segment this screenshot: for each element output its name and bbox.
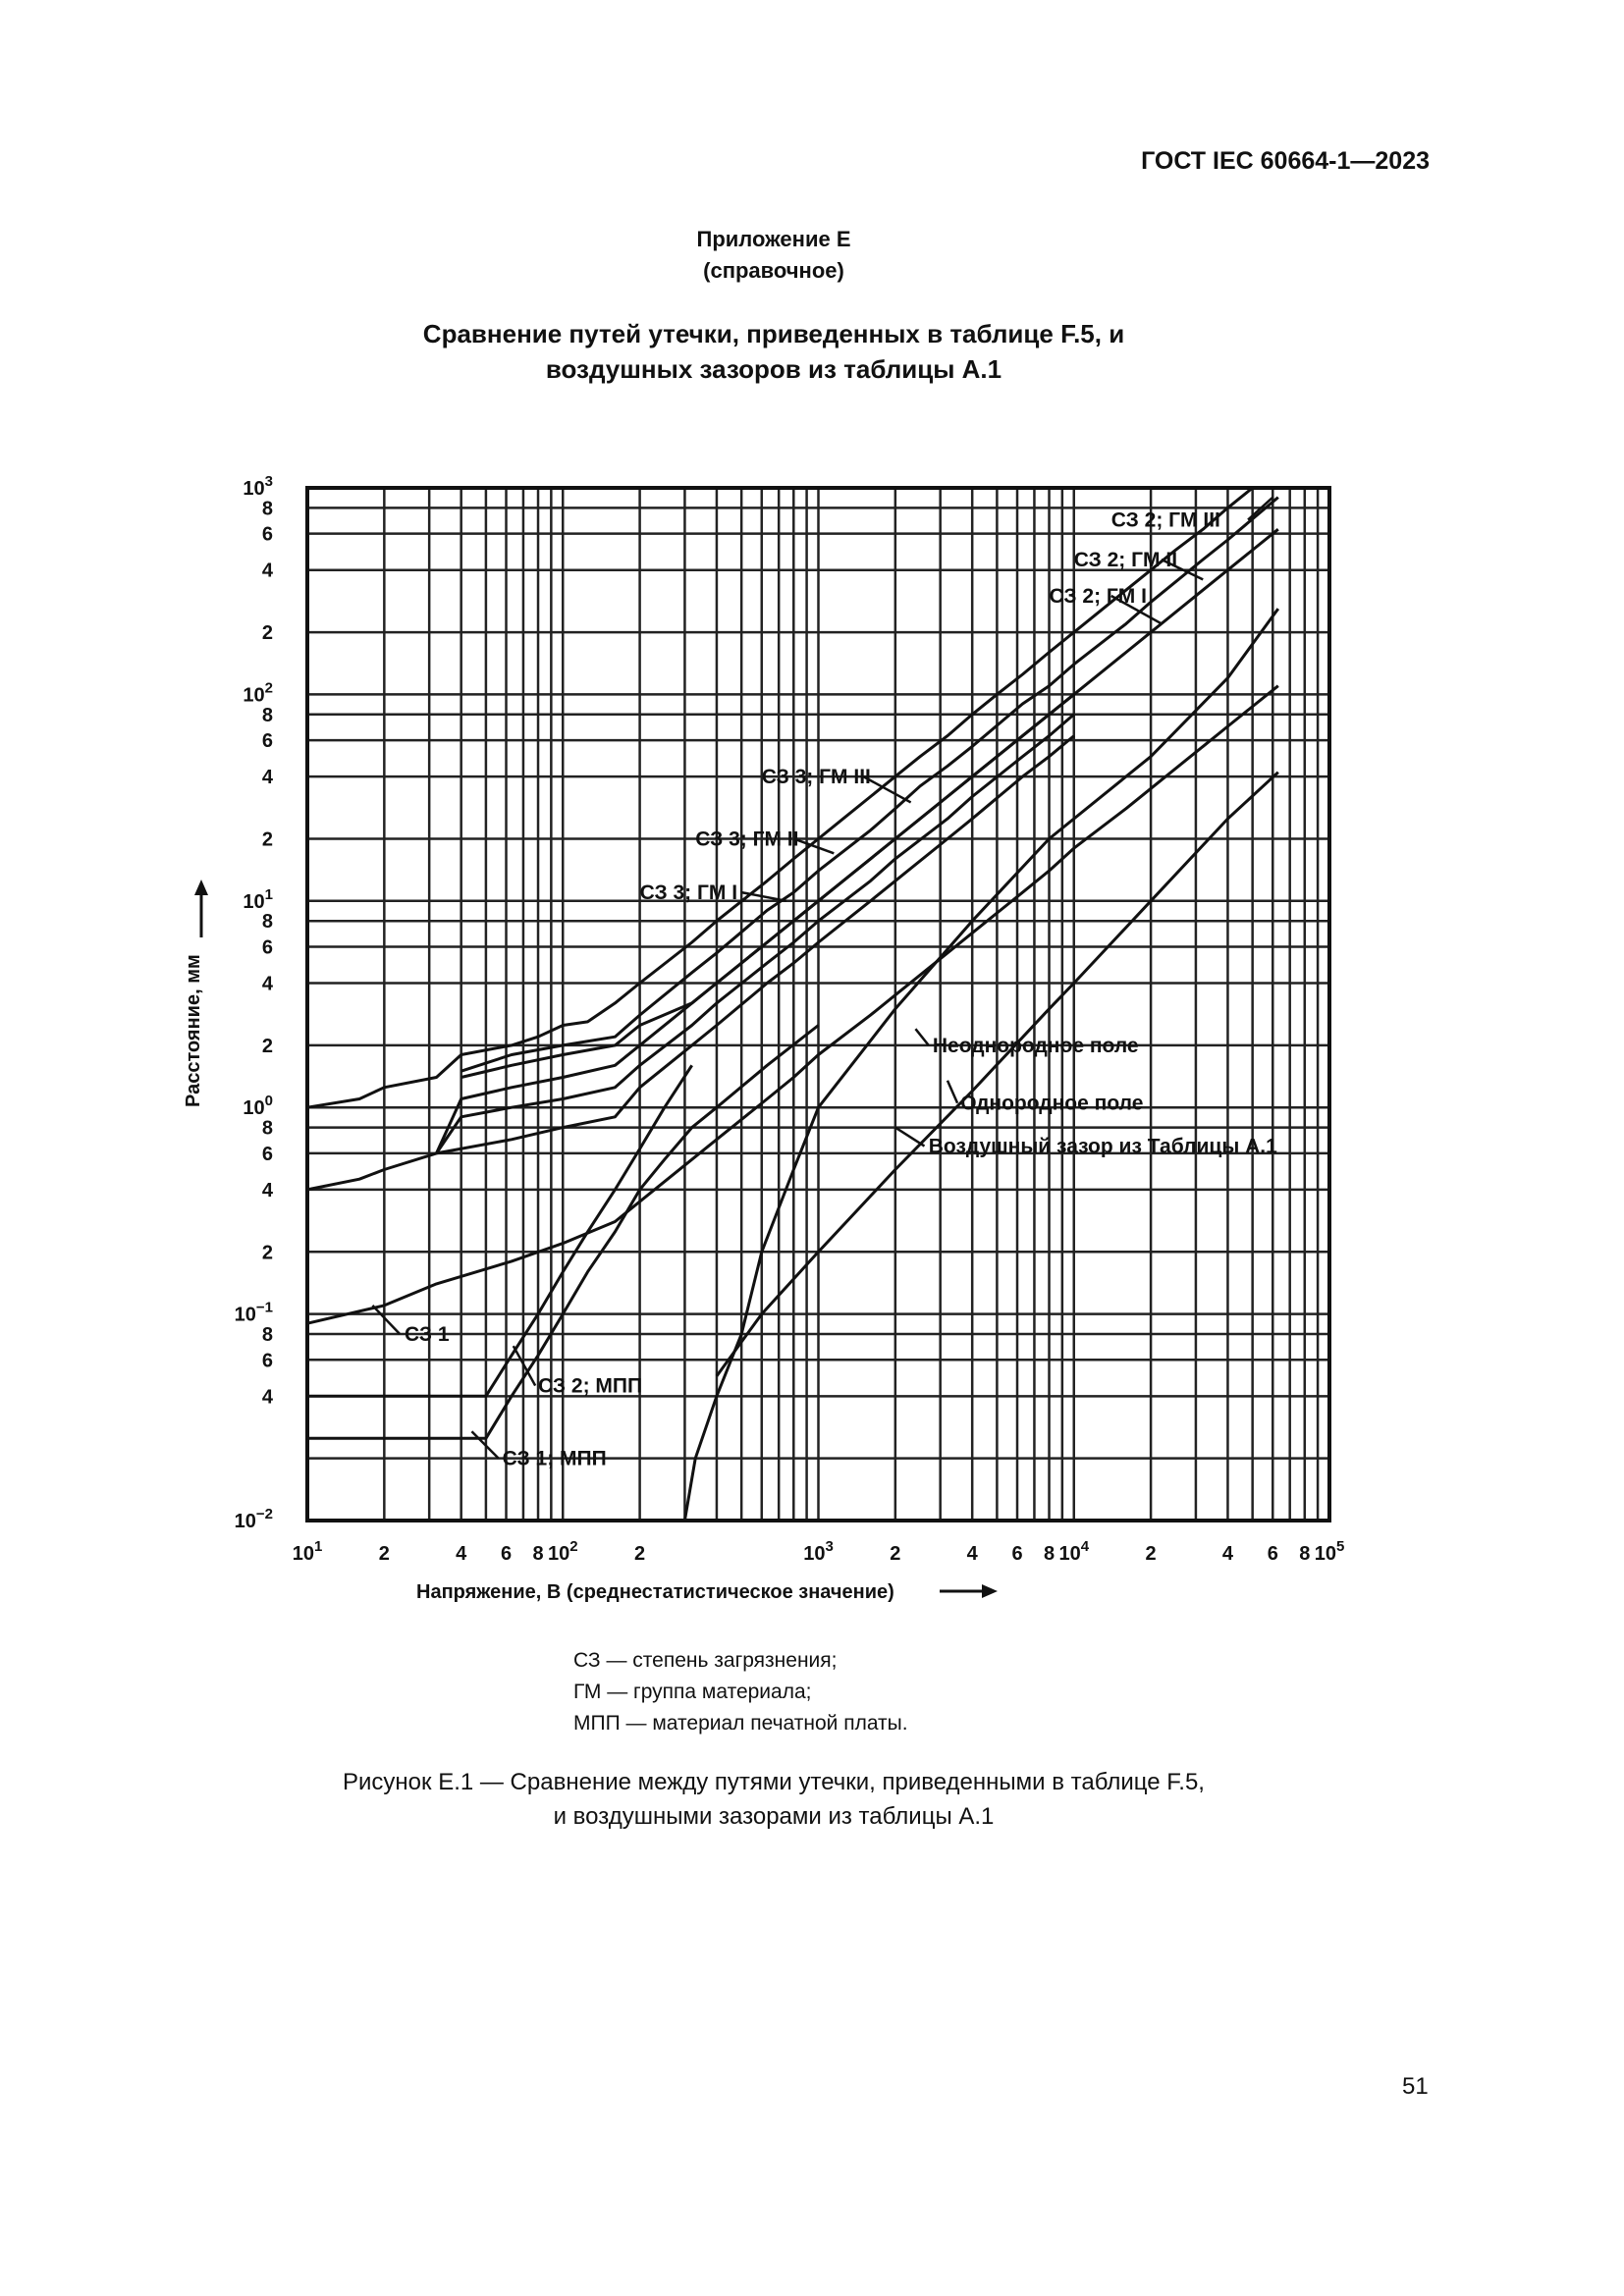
y-tick-label: 4 [261, 560, 273, 582]
series-label-4: СЗ 3; ГМ II [695, 828, 799, 851]
y-tick-label: 8 [261, 911, 273, 934]
caption-line2: и воздушными зазорами из таблицы А.1 [553, 1803, 995, 1830]
x-tick-label: $10^3$ [803, 1538, 834, 1565]
x-tick-label: $10^4$ [1058, 1538, 1090, 1565]
y-tick-label: $10^2$ [243, 679, 273, 707]
annex-title-line2: воздушных зазоров из таблицы А.1 [545, 354, 1002, 384]
chart-grid [307, 488, 1329, 1521]
x-tick-label: 6 [1011, 1543, 1023, 1565]
axis-labels [183, 880, 998, 1603]
y-tick-label: $10^{-1}$ [234, 1299, 273, 1326]
x-axis-arrowhead [982, 1584, 998, 1598]
y-tick-label: 6 [261, 1350, 273, 1372]
figure-caption [0, 1765, 1547, 1834]
caption-line1: Рисунок Е.1 — Сравнение между путями утечки, приведенными в таблице F.5, [343, 1769, 1205, 1795]
x-tick-label: 2 [634, 1543, 646, 1565]
x-tick-label: 6 [500, 1543, 513, 1565]
x-tick-label: 2 [890, 1543, 901, 1565]
x-tick-label: $10^2$ [547, 1538, 578, 1565]
x-tick-label: 4 [456, 1543, 467, 1565]
annex-kind: (справочное) [703, 258, 844, 283]
series-label-2: СЗ 2; ГМ I [1049, 585, 1147, 609]
note-sz: СЗ — степень загрязнения; [573, 1649, 838, 1672]
x-tick-label: 4 [966, 1543, 978, 1565]
series-label-7: Однородное поле [960, 1092, 1144, 1115]
y-tick-label: 8 [261, 498, 273, 520]
series-label-1: СЗ 2; ГМ II [1073, 548, 1178, 571]
y-tick-label: 6 [261, 1143, 273, 1165]
y-tick-label: 2 [261, 828, 273, 851]
callout-leader [947, 1081, 957, 1103]
x-tick-label: 8 [1043, 1543, 1056, 1565]
series-line-10 [307, 1065, 692, 1396]
x-axis-label: Напряжение, В (среднестатистическое значение) [416, 1581, 894, 1603]
y-tick-label: 8 [261, 1117, 273, 1140]
page-number: 51 [1402, 2073, 1429, 2100]
y-tick-label: $10^{-2}$ [234, 1506, 273, 1532]
x-tick-label: 8 [1299, 1543, 1311, 1565]
x-tick-label: 2 [378, 1543, 390, 1565]
note-mpp: МПП — материал печатной платы. [573, 1712, 908, 1735]
x-tick-label: 6 [1267, 1543, 1278, 1565]
series-label-5: СЗ 3; ГМ I [639, 881, 738, 905]
series-line-4 [437, 715, 1074, 1153]
abbreviation-notes [573, 1645, 908, 1739]
y-tick-label: 4 [261, 1179, 273, 1201]
y-tick-label: 8 [261, 704, 273, 726]
series-label-6: Неоднородное поле [932, 1034, 1139, 1057]
standard-number: ГОСТ IEC 60664-1—2023 [1141, 147, 1430, 175]
y-tick-label: 6 [261, 730, 273, 753]
y-tick-label: 8 [261, 1323, 273, 1346]
series-label-0: СЗ 2; ГМ III [1110, 508, 1220, 532]
series-label-10: СЗ 2; МПП [538, 1374, 643, 1398]
y-axis-arrowhead [194, 880, 208, 895]
callout-leader [895, 1128, 925, 1147]
y-tick-label: 2 [261, 1035, 273, 1057]
callout-leader [915, 1029, 928, 1045]
series-line-2 [461, 529, 1278, 1077]
x-tick-label: $10^1$ [292, 1538, 323, 1565]
x-tick-labels [293, 1538, 1345, 1565]
y-tick-label: 4 [261, 767, 273, 789]
y-tick-label: 6 [261, 523, 273, 546]
y-tick-labels [235, 473, 274, 1532]
note-gm: ГМ — группа материала; [573, 1681, 812, 1703]
annex-label: Приложение Е [696, 227, 851, 251]
annex-title-line1: Сравнение путей утечки, приведенных в таблице F.5, и [422, 319, 1125, 348]
x-tick-label: 2 [1145, 1543, 1157, 1565]
y-tick-label: $10^1$ [243, 885, 273, 913]
y-tick-label: $10^3$ [243, 473, 273, 500]
y-tick-label: 2 [261, 1242, 273, 1264]
series-label-8: Воздушный зазор из Таблицы А.1 [928, 1135, 1277, 1158]
series-label-9: СЗ 1 [404, 1322, 450, 1346]
y-axis-label: Расстояние, мм [183, 954, 204, 1107]
y-tick-label: $10^0$ [243, 1093, 273, 1120]
series-line-6 [684, 609, 1277, 1521]
x-tick-label: $10^5$ [1314, 1538, 1345, 1565]
series-label-3: СЗ 3; ГМ III [761, 766, 871, 789]
x-tick-label: 4 [1221, 1543, 1233, 1565]
series-label-11: СЗ 1; МПП [502, 1447, 607, 1470]
callout-leader [372, 1306, 400, 1334]
y-tick-label: 6 [261, 936, 273, 959]
y-tick-label: 4 [261, 973, 273, 995]
y-tick-label: 4 [261, 1386, 273, 1409]
series-line-5 [307, 736, 1074, 1190]
y-tick-label: 2 [261, 622, 273, 645]
x-tick-label: 8 [532, 1543, 544, 1565]
